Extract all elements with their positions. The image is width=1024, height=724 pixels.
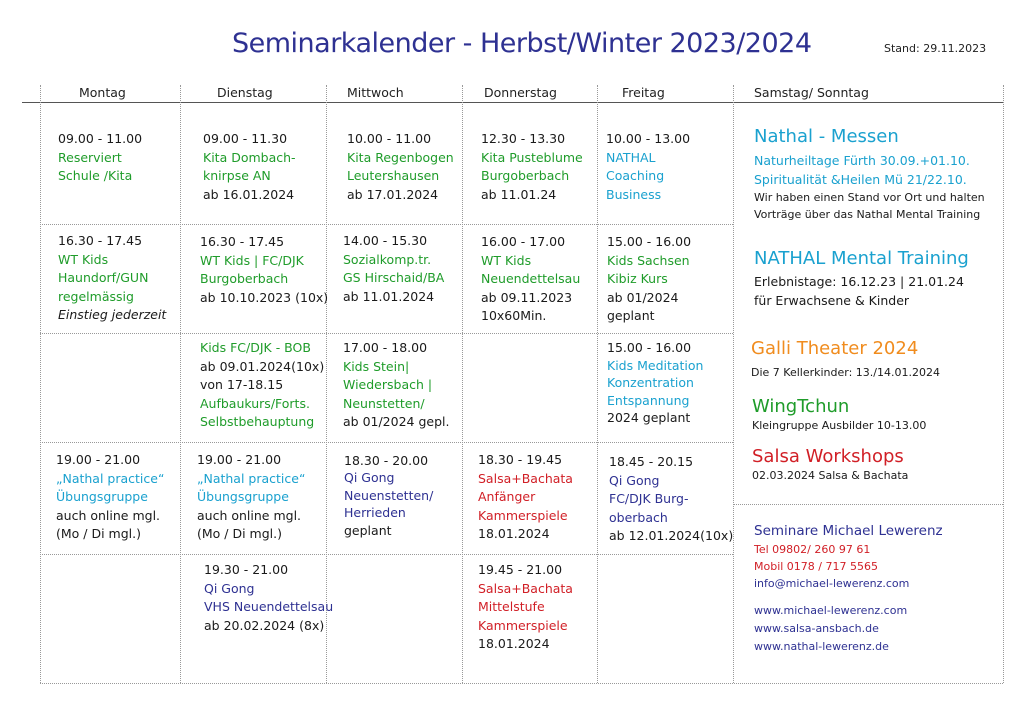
- section-mental-training: [754, 248, 969, 310]
- entry-line: 15.00 - 16.00: [607, 340, 692, 355]
- section-wingtchun: [752, 396, 926, 434]
- entry-line: Kids Meditation: [607, 357, 704, 373]
- slot-mi-2: [343, 232, 444, 306]
- slot-mi-4: [344, 452, 433, 539]
- day-header-monday: Montag: [79, 85, 126, 100]
- entry-line: Aufbaukurs/Forts.: [200, 395, 310, 411]
- entry-line: ab 12.01.2024(10x): [609, 528, 734, 544]
- entry-line: ab 01/2024 gepl.: [343, 414, 450, 430]
- grid-line: [733, 504, 1003, 505]
- entry-line: 18.30 - 20.00: [344, 453, 429, 468]
- grid-line: [1003, 85, 1004, 683]
- entry-line: „Nathal practice“: [56, 470, 165, 486]
- entry-line: Burgoberbach: [481, 168, 570, 184]
- entry-line: 16.00 - 17.00: [481, 234, 566, 249]
- slot-di-3: [200, 339, 324, 432]
- page-title: Seminarkalender - Herbst/Winter 2023/2024: [232, 28, 812, 59]
- entry-line: auch online mgl.: [56, 507, 161, 523]
- entry-line: ab 01/2024: [607, 289, 679, 305]
- entry-line: Selbstbehauptung: [200, 414, 315, 430]
- entry-line: Qi Gong: [609, 472, 660, 488]
- entry-line: 10.00 - 13.00: [606, 131, 691, 146]
- section-contact: [754, 521, 943, 656]
- entry-line: geplant: [344, 522, 392, 538]
- entry-line: Kids Stein|: [343, 358, 410, 374]
- entry-line: Neuenstetten/: [344, 487, 434, 503]
- entry-line: (Mo / Di mgl.): [197, 526, 282, 542]
- entry-line: FC/DJK Burg-: [609, 491, 689, 507]
- entry-line: ab 17.01.2024: [347, 186, 439, 202]
- slot-do-4: [478, 451, 573, 544]
- entry-line: Qi Gong: [204, 580, 255, 596]
- entry-line: auch online mgl.: [197, 507, 302, 523]
- entry-line: Neunstetten/: [343, 395, 425, 411]
- entry-line: Einstieg jederzeit: [58, 307, 167, 323]
- entry-line: „Nathal practice“: [197, 470, 306, 486]
- entry-line: WT Kids: [481, 252, 532, 268]
- entry-line: 16.30 - 17.45: [200, 234, 285, 249]
- entry-line: ab 09.11.2023: [481, 289, 573, 305]
- slot-di-4: [197, 451, 305, 544]
- entry-line: Leutershausen: [347, 168, 440, 184]
- entry-line: 19.00 - 21.00: [197, 452, 282, 467]
- entry-line: WT Kids: [58, 251, 109, 267]
- slot-do-2: [481, 233, 580, 326]
- entry-line: Wiedersbach |: [343, 377, 433, 393]
- mental-title: NATHAL Mental Training: [754, 248, 969, 269]
- entry-line: Anfänger: [478, 489, 536, 505]
- link-nathal[interactable]: www.nathal-lewerenz.de: [754, 640, 889, 653]
- day-header-thursday: Donnerstag: [484, 85, 557, 100]
- grid-line: [40, 442, 733, 443]
- slot-mo-4: [56, 451, 164, 544]
- grid-line: [40, 224, 733, 225]
- entry-line: Erlebnistage: 16.12.23 | 21.01.24: [754, 274, 964, 289]
- entry-line: 18.45 - 20.15: [609, 454, 694, 469]
- entry-line: Kammerspiele: [478, 617, 568, 633]
- entry-line: Tel 09802/ 260 97 61: [754, 543, 871, 556]
- grid-line: [462, 85, 463, 683]
- link-michael[interactable]: www.michael-lewerenz.com: [754, 604, 908, 617]
- entry-line: Mittelstufe: [478, 599, 545, 615]
- slot-do-1: [481, 130, 583, 204]
- slot-fr-1: [606, 130, 690, 204]
- grid-line: [40, 333, 733, 334]
- entry-line: Kita Pusteblume: [481, 149, 583, 165]
- entry-line: Kids Sachsen: [607, 252, 690, 268]
- slot-fr-3: [607, 339, 703, 427]
- entry-line: 09.00 - 11.30: [203, 131, 288, 146]
- entry-line: Spiritualität &Heilen Mü 21/22.10.: [754, 172, 967, 187]
- entry-line: 15.00 - 16.00: [607, 234, 692, 249]
- entry-line: Wir haben einen Stand vor Ort und halten: [754, 191, 985, 204]
- entry-line: Salsa+Bachata: [478, 580, 573, 596]
- section-salsa: [752, 446, 908, 484]
- entry-line: ab 20.02.2024 (8x): [204, 617, 325, 633]
- section-messen: [754, 126, 985, 223]
- entry-line: GS Hirschaid/BA: [343, 270, 445, 286]
- entry-line: Kita Dombach-: [203, 149, 296, 165]
- grid-line: [40, 85, 41, 683]
- entry-line: 18.30 - 19.45: [478, 452, 563, 467]
- entry-line: Übungsgruppe: [197, 489, 289, 505]
- section-galli-theater: [751, 338, 940, 381]
- entry-line: Haundorf/GUN: [58, 270, 149, 286]
- entry-line: knirpse AN: [203, 168, 271, 184]
- entry-line: Die 7 Kellerkinder: 13./14.01.2024: [751, 366, 940, 379]
- entry-line: Vorträge über das Nathal Mental Training: [754, 208, 981, 221]
- salsa-title: Salsa Workshops: [752, 446, 904, 467]
- messen-title: Nathal - Messen: [754, 126, 899, 147]
- galli-title: Galli Theater 2024: [751, 338, 919, 359]
- entry-line: regelmässig: [58, 288, 134, 304]
- entry-line: ab 11.01.2024: [343, 288, 435, 304]
- header-rule: [22, 102, 1003, 103]
- entry-line: für Erwachsene & Kinder: [754, 293, 910, 308]
- entry-line: Qi Gong: [344, 470, 395, 486]
- slot-di-1: [203, 130, 296, 204]
- entry-line: Kibiz Kurs: [607, 271, 668, 287]
- grid-line: [597, 85, 598, 683]
- entry-line: Naturheiltage Fürth 30.09.+01.10.: [754, 153, 970, 168]
- entry-line: 18.01.2024: [478, 636, 550, 652]
- entry-line: Kammerspiele: [478, 507, 568, 523]
- slot-fr-4: [609, 453, 733, 546]
- entry-line: oberbach: [609, 509, 668, 525]
- stand-date: Stand: 29.11.2023: [884, 42, 987, 55]
- entry-line: 19.45 - 21.00: [478, 562, 563, 577]
- entry-line: NATHAL: [606, 149, 656, 165]
- slot-di-5: [204, 561, 333, 635]
- entry-line: Schule /Kita: [58, 168, 133, 184]
- entry-line: Sozialkomp.tr.: [343, 251, 432, 267]
- slot-mi-1: [347, 130, 454, 204]
- entry-line: Kleingruppe Ausbilder 10-13.00: [752, 419, 927, 432]
- wing-title: WingTchun: [752, 396, 850, 417]
- slot-do-5: [478, 561, 573, 654]
- grid-line: [40, 683, 1003, 684]
- entry-line: Coaching: [606, 168, 665, 184]
- entry-line: 14.00 - 15.30: [343, 233, 428, 248]
- entry-line: 17.00 - 18.00: [343, 340, 428, 355]
- entry-line: ab 11.01.24: [481, 186, 557, 202]
- entry-line: Entspannung: [607, 392, 690, 408]
- entry-line: VHS Neuendettelsau: [204, 599, 334, 615]
- entry-line: Neuendettelsau: [481, 271, 581, 287]
- entry-line: 2024 geplant: [607, 410, 691, 426]
- entry-line: Übungsgruppe: [56, 489, 148, 505]
- grid-line: [733, 85, 734, 683]
- entry-line: von 17-18.15: [200, 377, 284, 393]
- day-header-wednesday: Mittwoch: [347, 85, 404, 100]
- grid-line: [40, 554, 733, 555]
- entry-line: ab 16.01.2024: [203, 186, 295, 202]
- entry-line: info@michael-lewerenz.com: [754, 577, 910, 590]
- entry-line: 10x60Min.: [481, 308, 547, 324]
- day-header-tuesday: Dienstag: [217, 85, 273, 100]
- entry-line: 02.03.2024 Salsa & Bachata: [752, 469, 909, 482]
- entry-line: ab 10.10.2023 (10x): [200, 289, 329, 305]
- contact-title: Seminare Michael Lewerenz: [754, 523, 943, 539]
- entry-line: ab 09.01.2024(10x): [200, 358, 325, 374]
- day-header-weekend: Samstag/ Sonntag: [754, 85, 869, 100]
- entry-line: Burgoberbach: [200, 271, 289, 287]
- entry-line: (Mo / Di mgl.): [56, 526, 141, 542]
- entry-line: 18.01.2024: [478, 526, 550, 542]
- entry-line: Kids FC/DJK - BOB: [200, 340, 311, 355]
- entry-line: 16.30 - 17.45: [58, 233, 143, 248]
- slot-di-2: [200, 233, 328, 307]
- day-header-friday: Freitag: [622, 85, 665, 100]
- entry-line: Business: [606, 186, 662, 202]
- entry-line: Mobil 0178 / 717 5565: [754, 560, 878, 573]
- entry-line: Konzentration: [607, 375, 694, 391]
- grid-line: [180, 85, 181, 683]
- entry-line: geplant: [607, 308, 655, 324]
- entry-line: Kita Regenbogen: [347, 149, 454, 165]
- slot-mo-2: [58, 232, 166, 325]
- entry-line: Herrieden: [344, 505, 406, 521]
- entry-line: WT Kids | FC/DJK: [200, 252, 304, 268]
- entry-line: Salsa+Bachata: [478, 470, 573, 486]
- entry-line: 10.00 - 11.00: [347, 131, 432, 146]
- entry-line: 09.00 - 11.00: [58, 131, 143, 146]
- slot-fr-2: [607, 233, 691, 326]
- entry-line: Reserviert: [58, 149, 122, 165]
- slot-mo-1: [58, 130, 142, 186]
- entry-line: 19.30 - 21.00: [204, 562, 289, 577]
- link-salsa[interactable]: www.salsa-ansbach.de: [754, 622, 879, 635]
- entry-line: 19.00 - 21.00: [56, 452, 141, 467]
- slot-mi-3: [343, 339, 449, 432]
- entry-line: 12.30 - 13.30: [481, 131, 566, 146]
